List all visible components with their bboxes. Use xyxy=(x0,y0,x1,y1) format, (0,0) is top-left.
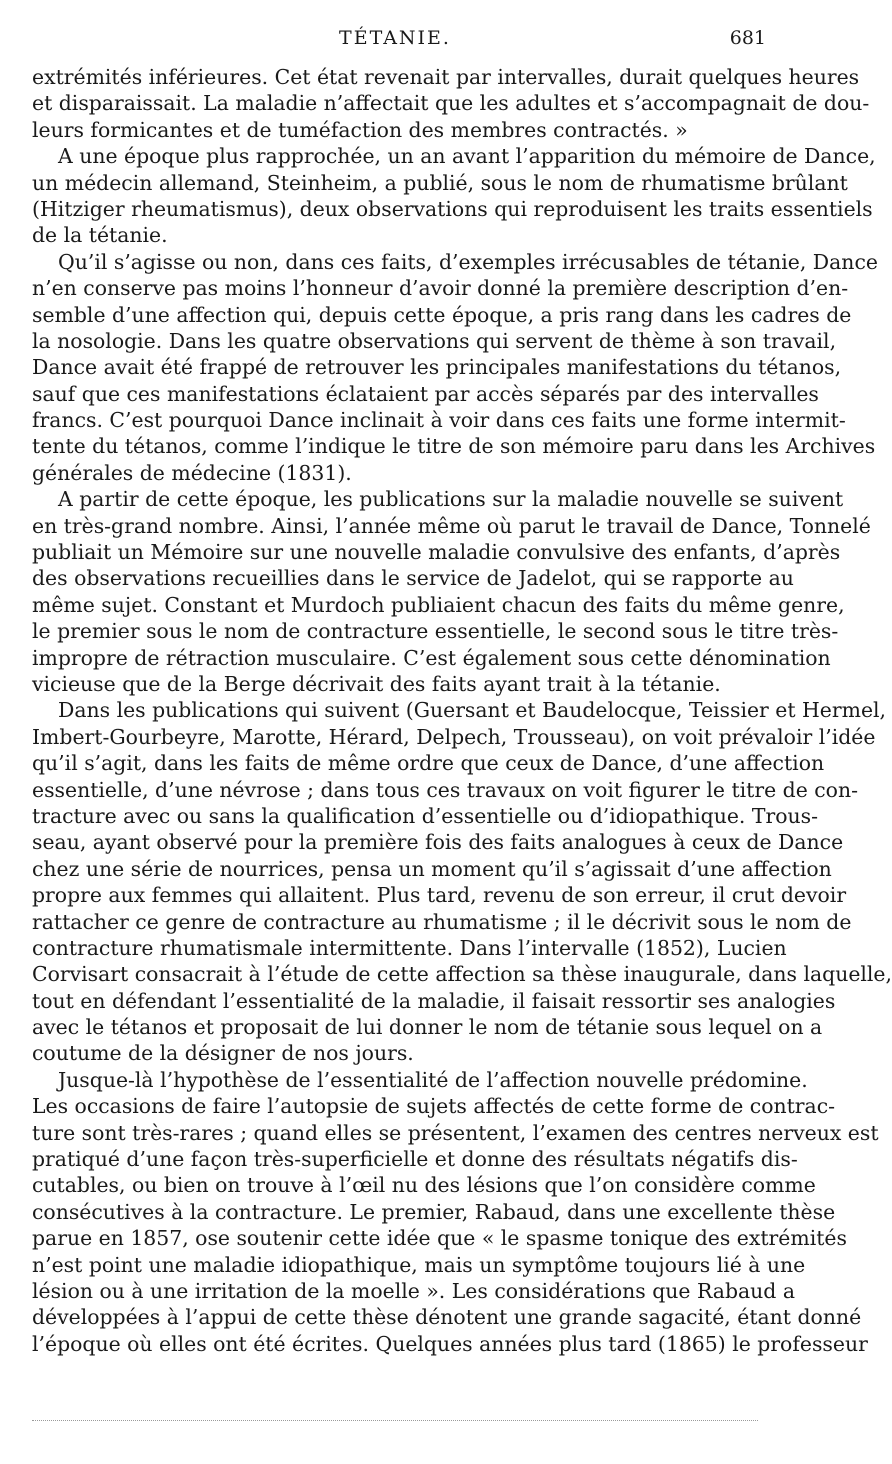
text-line: tracture avec ou sans la qualification d’essentielle ou d’idiopathique. Trous- xyxy=(32,803,818,828)
text-line: n’est point une maladie idiopathique, mais un symptôme toujours lié à une xyxy=(32,1252,806,1277)
text-line: Corvisart consacrait à l’étude de cette affection sa thèse inaugurale, dans laquelle, xyxy=(32,962,892,987)
text-line: générales de médecine (1831). xyxy=(32,460,352,485)
text-line: francs. C’est pourquoi Dance inclinait à voir dans ces faits une forme intermit- xyxy=(32,408,846,433)
text-line: sauf que ces manifestations éclataient par accès séparés par des intervalles xyxy=(32,381,819,406)
text-line: même sujet. Constant et Murdoch publiaient chacun des faits du même genre, xyxy=(32,592,845,617)
running-header xyxy=(32,0,766,60)
text-line: Les occasions de faire l’autopsie de sujets affectés de cette forme de contrac- xyxy=(32,1094,836,1119)
text-line: l’époque où elles ont été écrites. Quelques années plus tard (1865) le professeur xyxy=(32,1331,868,1356)
text-line: tente du tétanos, comme l’indique le titre de son mémoire paru dans les Archives xyxy=(32,434,876,459)
text-line: consécutives à la contracture. Le premier, Rabaud, dans une excellente thèse xyxy=(32,1199,836,1224)
text-line: A partir de cette époque, les publications sur la maladie nouvelle se suivent xyxy=(58,487,844,512)
text-line: de la tétanie. xyxy=(32,223,168,248)
text-line: ture sont très-rares ; quand elles se présentent, l’examen des centres nerveux est xyxy=(32,1120,879,1145)
text-line: pratiqué d’une façon très-superficielle et donne des résultats négatifs dis- xyxy=(32,1147,798,1172)
text-line: qu’il s’agit, dans les faits de même ordre que ceux de Dance, d’une affection xyxy=(32,751,825,776)
text-line: tout en défendant l’essentialité de la maladie, il faisait ressortir ses analogies xyxy=(32,988,836,1013)
text-line: extrémités inférieures. Cet état revenait par intervalles, durait quelques heures xyxy=(32,65,860,89)
text-line: (Hitziger rheumatismus), deux observations qui reproduisent les traits essentiels xyxy=(32,196,873,221)
text-line: en très-grand nombre. Ainsi, l’année même où parut le travail de Dance, Tonnelé xyxy=(32,513,871,538)
text-line: avec le tétanos et proposait de lui donner le nom de tétanie sous lequel on a xyxy=(32,1015,823,1040)
text-line: chez une série de nourrices, pensa un moment qu’il s’agissait d’une affection xyxy=(32,856,832,881)
text-line: des observations recueillies dans le service de Jadelot, qui se rapporte au xyxy=(32,566,794,591)
text-line: développées à l’appui de cette thèse dénotent une grande sagacité, étant donné xyxy=(32,1305,862,1330)
text-line: parue en 1857, ose soutenir cette idée que « le spasme tonique des extrémités xyxy=(32,1226,847,1251)
footer-rule xyxy=(32,1420,758,1423)
text-line: semble d’une affection qui, depuis cette époque, a pris rang dans les cadres de xyxy=(32,302,852,327)
text-line: rattacher ce genre de contracture au rhumatisme ; il le décrivit sous le nom de xyxy=(32,909,852,934)
text-line: Dans les publications qui suivent (Guersant et Baudelocque, Teissier et Hermel, xyxy=(58,698,887,723)
text-line: coutume de la désigner de nos jours. xyxy=(32,1041,414,1066)
text-line: impropre de rétraction musculaire. C’est également sous cette dénomination xyxy=(32,645,831,670)
running-title: TÉTANIE. xyxy=(339,27,451,49)
text-line: Imbert-Gourbeyre, Marotte, Hérard, Delpech, Trousseau), on voit prévaloir l’idée xyxy=(32,724,876,749)
text-line: Qu’il s’agisse ou non, dans ces faits, d’exemples irrécusables de tétanie, Dance xyxy=(58,249,878,274)
text-line: seau, ayant observé pour la première fois des faits analogues à ceux de Dance xyxy=(32,830,844,855)
page-number: 681 xyxy=(729,27,766,49)
text-line: publiait un Mémoire sur une nouvelle maladie convulsive des enfants, d’après xyxy=(32,540,841,565)
text-line: propre aux femmes qui allaitent. Plus tard, revenu de son erreur, il crut devoir xyxy=(32,883,847,908)
text-line: Jusque-là l’hypothèse de l’essentialité de l’affection nouvelle prédomine. xyxy=(58,1067,808,1092)
text-line: n’en conserve pas moins l’honneur d’avoir donné la première description d’en- xyxy=(32,276,849,301)
document-page xyxy=(32,0,892,1464)
text-line: et disparaissait. La maladie n’affectait que les adultes et s’accompagnait de dou- xyxy=(32,91,870,116)
text-line: A une époque plus rapprochée, un an avant l’apparition du mémoire de Dance, xyxy=(58,144,876,169)
text-line: la nosologie. Dans les quatre observations qui servent de thème à son travail, xyxy=(32,328,837,353)
text-line: Dance avait été frappé de retrouver les principales manifestations du tétanos, xyxy=(32,355,842,380)
text-line: le premier sous le nom de contracture essentielle, le second sous le titre très- xyxy=(32,619,839,644)
text-line: leurs formicantes et de tuméfaction des membres contractés. » xyxy=(32,117,688,142)
text-line: un médecin allemand, Steinheim, a publié, sous le nom de rhumatisme brûlant xyxy=(32,170,848,195)
text-line: vicieuse que de la Berge décrivait des faits ayant trait à la tétanie. xyxy=(32,671,721,696)
text-line: essentielle, d’une névrose ; dans tous ces travaux on voit figurer le titre de con- xyxy=(32,777,858,802)
text-line: cutables, ou bien on trouve à l’œil nu des lésions que l’on considère comme xyxy=(32,1173,816,1198)
text-line: lésion ou à une irritation de la moelle ». Les considérations que Rabaud a xyxy=(32,1278,795,1303)
body-text xyxy=(32,64,892,1357)
text-line: contracture rhumatismale intermittente. Dans l’intervalle (1852), Lucien xyxy=(32,935,787,960)
